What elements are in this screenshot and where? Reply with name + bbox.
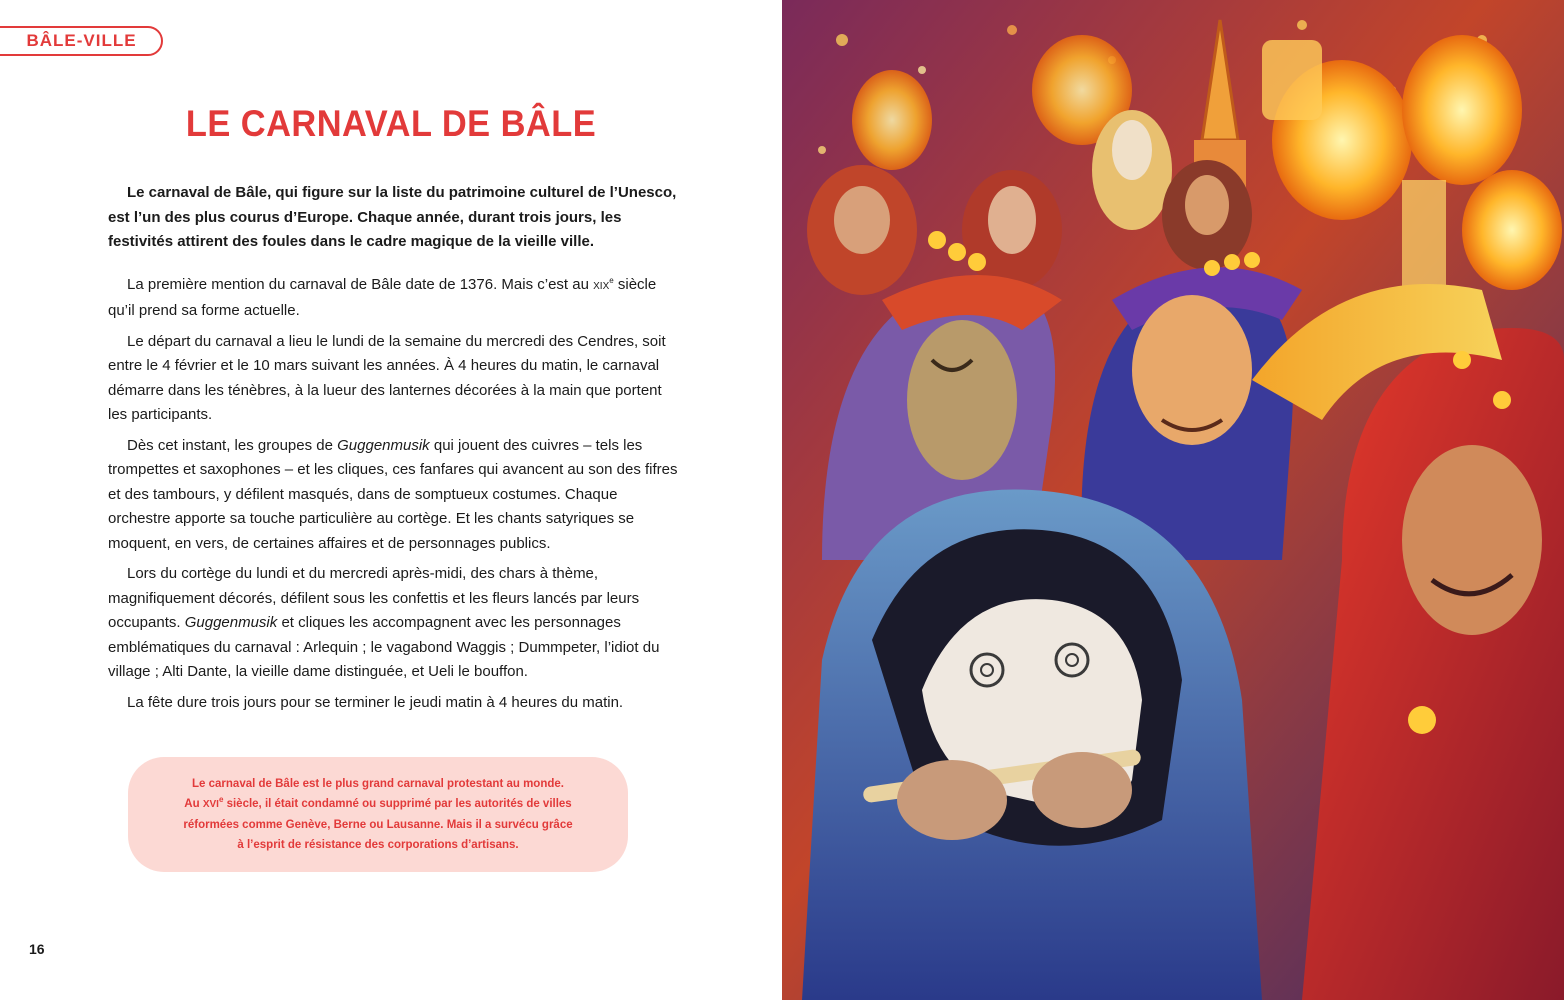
paragraph-1-after: siècle qu’il prend sa forme actuelle.	[108, 275, 657, 319]
paragraph-4-before: Lors du cortège du lundi et du mercredi après-midi, des chars à thème, magnifiquement décorés, défilent sous les confettis et les fleurs lancés par leurs occupants.	[108, 565, 640, 631]
paragraph-1	[108, 273, 680, 324]
lead-paragraph: Le carnaval de Bâle, qui figure sur la liste du patrimoine culturel de l’Unesco, est l’un des plus courus d’Europe. Chaque année, durant trois jours, les festivités attirent des foules dans le cadre magique de la vieille ville.	[108, 184, 677, 250]
guggenmusik-term: Guggenmusik	[184, 614, 278, 631]
callout-line-3: réformées comme Genève, Berne ou Lausanne. Mais il a survécu grâce	[183, 819, 573, 831]
section-tab-label: BÂLE-VILLE	[26, 31, 137, 50]
page-number: 16	[29, 941, 45, 957]
paragraph-3	[108, 434, 680, 557]
callout-century: XVI	[202, 799, 219, 810]
guggenmusik-term: Guggenmusik	[337, 436, 430, 454]
callout-line-4: à l’esprit de résistance des corporations d’artisans.	[237, 839, 519, 851]
callout-line-2-after: siècle, il était condamné ou supprimé par les autorités de villes	[223, 798, 572, 810]
paragraph-1-before: La première mention du carnaval de Bâle date de 1376. Mais c’est au	[127, 275, 594, 293]
paragraph-4-after: et cliques les accompagnent avec les personnages emblématiques du carnaval : Arlequin ; le vagabond Waggis ; Dummpeter, l’idiot du village ; Alti Dante, la vieille dame distinguée, et Ueli le bouffon.	[108, 614, 660, 680]
paragraph-3-before: Dès cet instant, les groupes de	[127, 436, 338, 454]
paragraph-3-after: qui jouent des cuivres – tels les trompettes et saxophones – et les cliques, ces fanfares qui avancent au son des fifres et des tambours, y défilent masqués, dans de somptueux costumes. Chaque orchestre apporte sa touche particulière au cortège. Et les chants satyriques se moquent, en vers, de certaines affaires et de personnages publics.	[108, 436, 678, 552]
section-tab	[0, 26, 163, 56]
callout-line-2-before: Au	[184, 798, 203, 810]
paragraph-4	[108, 562, 680, 685]
callout-century-sup: e	[218, 795, 224, 805]
page-title: LE CARNAVAL DE BÂLE	[185, 103, 597, 144]
article-body	[108, 181, 680, 721]
century-numeral: XIX	[593, 280, 610, 292]
paragraph-5: La fête dure trois jours pour se terminer le jeudi matin à 4 heures du matin.	[127, 693, 624, 711]
callout-line-1: Le carnaval de Bâle est le plus grand carnaval protestant au monde.	[192, 778, 564, 790]
century-superscript: e	[609, 275, 614, 285]
callout-box	[128, 757, 628, 872]
carnival-illustration	[782, 0, 1564, 1000]
carnival-illustration-art	[782, 0, 1564, 1000]
callout-text	[183, 774, 572, 855]
paragraph-2: Le départ du carnaval a lieu le lundi de la semaine du mercredi des Cendres, soit entre le 4 février et le 10 mars suivant les années. À 4 heures du matin, le carnaval démarre dans les ténèbres, à la lueur des lanternes décorées à la main que portent les participants.	[108, 332, 666, 423]
